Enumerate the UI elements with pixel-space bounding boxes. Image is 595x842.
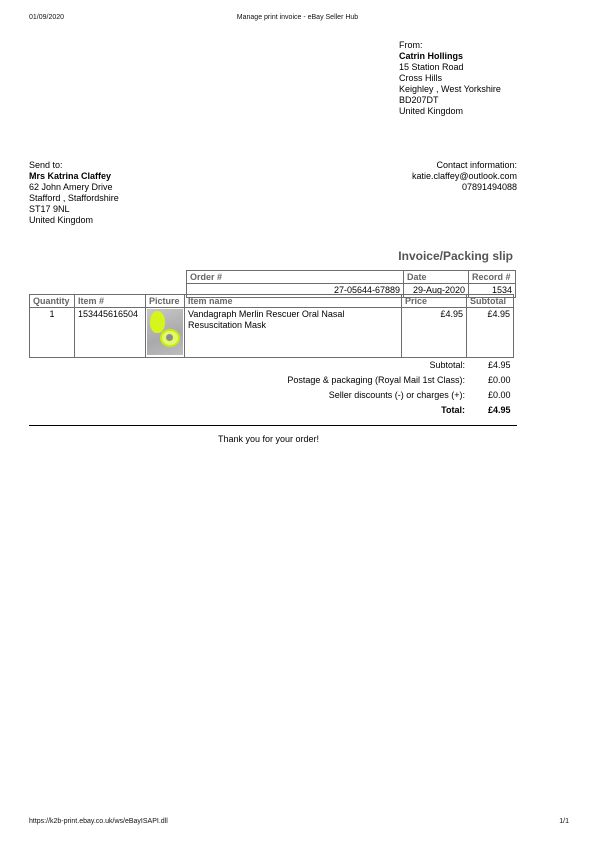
item-price: £4.95 xyxy=(402,308,467,358)
item-subtotal: £4.95 xyxy=(467,308,514,358)
item-name-line2: Resuscitation Mask xyxy=(188,320,267,330)
from-line4: BD207DT xyxy=(399,94,439,105)
from-line3: Keighley , West Yorkshire xyxy=(399,83,501,94)
item-name-line1: Vandagraph Merlin Rescuer Oral Nasal xyxy=(188,309,345,319)
order-number: 27-05644-67889 xyxy=(187,284,404,298)
items-header-row xyxy=(30,295,514,308)
quantity-header: Quantity xyxy=(30,295,75,308)
postage-value: £0.00 xyxy=(488,375,511,385)
divider xyxy=(29,425,517,426)
send-to-heading: Send to: xyxy=(29,160,63,170)
picture-header: Picture xyxy=(146,295,185,308)
contact-information xyxy=(412,160,517,193)
from-address xyxy=(399,40,501,117)
discounts-value: £0.00 xyxy=(488,390,511,400)
page-number: 1/1 xyxy=(559,818,569,825)
item-picture-cell xyxy=(146,308,185,358)
send-to-name: Mrs Katrina Claffey xyxy=(29,170,112,181)
contact-phone: 07891494088 xyxy=(461,181,517,192)
send-to-line2: Stafford , Staffordshire xyxy=(29,192,119,203)
postage-label: Postage & packaging (Royal Mail 1st Class): xyxy=(287,375,465,385)
subtotal-header: Subtotal xyxy=(467,295,514,308)
from-line1: 15 Station Road xyxy=(399,61,464,72)
from-line2: Cross Hills xyxy=(399,72,443,83)
send-to-address xyxy=(29,160,119,226)
contact-heading: Contact information: xyxy=(436,160,517,170)
send-to-line4: United Kingdom xyxy=(29,214,94,225)
contact-email: katie.claffey@outlook.com xyxy=(411,170,517,181)
print-date: 01/09/2020 xyxy=(29,14,65,21)
print-title: Manage print invoice - eBay Seller Hub xyxy=(236,14,359,21)
send-to-line3: ST17 9NL xyxy=(29,203,70,214)
from-line5: United Kingdom xyxy=(399,105,464,116)
table-row xyxy=(30,308,514,358)
price-header: Price xyxy=(402,295,467,308)
items-table xyxy=(29,294,514,358)
order-number-header: Order # xyxy=(187,271,404,284)
item-name-header: Item name xyxy=(185,295,402,308)
order-date: 29-Aug-2020 xyxy=(404,284,469,298)
from-name: Catrin Hollings xyxy=(399,50,464,61)
print-url: https://k2b-print.ebay.co.uk/ws/eBayISAPI.dll xyxy=(29,818,168,825)
record-number-header: Record # xyxy=(469,271,516,284)
item-quantity: 1 xyxy=(30,308,75,358)
discounts-label: Seller discounts (-) or charges (+): xyxy=(328,390,465,400)
subtotal-value: £4.95 xyxy=(488,360,511,370)
from-heading: From: xyxy=(399,40,423,50)
total-value: £4.95 xyxy=(488,405,511,415)
resuscitation-mask-photo-icon xyxy=(147,309,183,355)
invoice-title: Invoice/Packing slip xyxy=(398,249,513,263)
subtotal-label: Subtotal: xyxy=(429,360,465,370)
item-number: 153445616504 xyxy=(75,308,146,358)
order-header-row xyxy=(187,271,516,284)
total-label: Total: xyxy=(441,405,465,415)
order-date-header: Date xyxy=(404,271,469,284)
thank-you-message: Thank you for your order! xyxy=(218,434,320,444)
item-number-header: Item # xyxy=(75,295,146,308)
send-to-line1: 62 John Amery Drive xyxy=(29,181,113,192)
item-name xyxy=(185,308,402,358)
record-number: 1534 xyxy=(469,284,516,298)
